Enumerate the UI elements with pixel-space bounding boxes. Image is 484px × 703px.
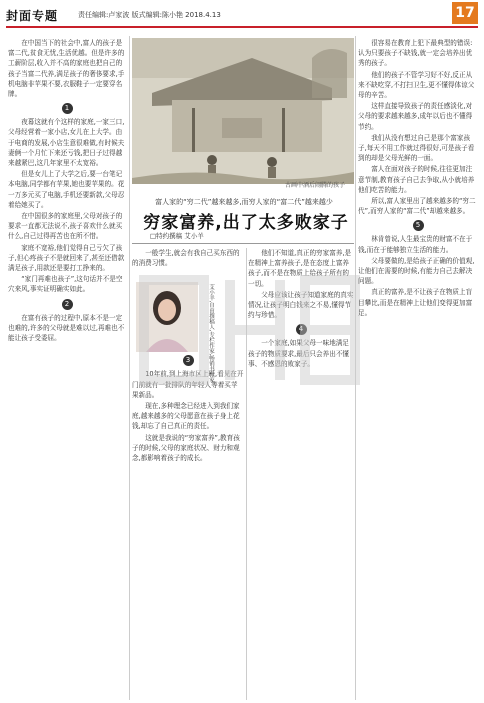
paragraph: 富人在面对孩子的时候,往往更加注意节制,教育孩子自己去争取,从小就培养他们吃苦的能力。 bbox=[358, 165, 475, 194]
editor-meta: 责任编辑:卢家波 版式编辑:陈小艳 2018.4.13 bbox=[78, 11, 221, 19]
section-marker-5: 5 bbox=[413, 220, 424, 231]
paragraph: “家门再难也孩子”,这句话并不是空穴来风,事实证明确实如此。 bbox=[8, 275, 123, 294]
paragraph: 10年前,到上海市区上班,看见在开门前就有一批排队的年轻人等着买苹果新品。 bbox=[132, 370, 244, 399]
paragraph: 在中国当下的社会中,富人的孩子是富二代,贫食无忧,生活优越。但是许多的工薪阶层,收入并不高的家庭也把自己的孩子当富二代养,满足孩子的奢侈要求,手机电脑非苹果不要,衣服鞋子一定要穿名牌。 bbox=[8, 39, 125, 99]
section-marker-4: 4 bbox=[296, 324, 307, 335]
article-headline: 穷家富养,出了太多败家子 bbox=[143, 213, 349, 233]
paragraph: 这就是我说的“穷家富养”,教育孩子的时候,父母的家庭状况、财力和观念,都影响着孩子的成长。 bbox=[132, 433, 240, 463]
section-marker-3: 3 bbox=[183, 355, 194, 366]
paragraph: 但是女儿上了大学之后,要一台笔记本电脑,同学都有苹果,她也要苹果的。花一万多元买了电脑,手机还要新款,父母忍着给她买了。 bbox=[8, 170, 125, 209]
paragraph: 很容易在教育上犯下最典型的错误:认为只要孩子不缺钱,就一定会培养出优秀的孩子。 bbox=[358, 39, 473, 68]
paragraph: 一个家庭,如果父母一味地满足孩子的物质要求,最后只会养出不懂事、不感恩的败家子。 bbox=[248, 339, 350, 368]
article-deck: 富人家的“穷二代”越来越多,而穷人家的“富二代”越来越少 bbox=[155, 198, 333, 206]
article-column-left bbox=[8, 38, 126, 700]
section-marker-2: 2 bbox=[62, 299, 73, 310]
classical-painting-illustration bbox=[132, 38, 354, 184]
section-title: 封面专题 bbox=[6, 9, 59, 23]
column-divider bbox=[355, 36, 356, 700]
illustration-caption: 古画中酒后闹腾的孩子 bbox=[285, 182, 346, 189]
paragraph: 真正的富养,是不让孩子在物质上盲目攀比,而是在精神上让他们变得更加富足。 bbox=[358, 288, 473, 317]
column-divider bbox=[129, 36, 130, 700]
article-byline: □特约撰稿 艾小羊 bbox=[150, 232, 204, 240]
section-marker-1: 1 bbox=[62, 103, 73, 114]
painting-svg bbox=[132, 38, 354, 184]
page-number-badge: 17 bbox=[452, 2, 478, 24]
author-photo-caption: 艾小羊,自由撰稿人,专栏作家,畅销书作家。 bbox=[208, 284, 214, 389]
paragraph: 他们的孩子不管学习好不好,反正从来不缺吃穿,不打扫卫生,更不懂得体谅父母的辛苦。 bbox=[358, 70, 475, 100]
author-portrait-svg bbox=[136, 282, 198, 352]
article-column-middle-2 bbox=[248, 248, 354, 700]
paragraph: 现在,多种理念已经进入到我们家庭,越来越多的父母愿意在孩子身上花钱,却忘了自己真正的责任。 bbox=[132, 402, 240, 431]
paragraph: 在中国很多的家庭里,父母对孩子的要求一直都无法说不,孩子喜欢什么就买什么,自己过得再苦也在所不惜。 bbox=[8, 212, 123, 241]
paragraph: 家庭不宽裕,他们觉得自己亏欠了孩子,但心疼孩子不是就回来了,甚至还借款满足孩子,用款还是要打工挣来的。 bbox=[8, 243, 125, 273]
paragraph: 林肯曾说,人生最宝贵的财富不在于钱,而在于能够独立生活的能力。 bbox=[358, 235, 473, 254]
paragraph: 在富有孩子的过程中,原本不是一定也难的,许多的父母就是难以过,再难也不能让孩子受委屈。 bbox=[8, 313, 125, 343]
page-header bbox=[6, 4, 478, 28]
paragraph: 他们不知道,真正的穷家富养,是在精神上富养孩子,是在态度上富养孩子,而不是在物质上给孩子所有的一切。 bbox=[248, 249, 352, 288]
paragraph: 夜幕这就有个这样的家庭,一家三口,父母经营着一家小店,女儿在上大学。由于电商的发展,小店生意很难做,有时候夫妻俩一个月忙下来还亏钱,把日子过得越来越紧巴,这几年家里不太宽裕。 bbox=[8, 118, 125, 168]
paragraph: 这样直接导致孩子的责任感淡化,对父母的要求越来越多,成年以后也不懂得节约。 bbox=[358, 102, 473, 131]
paragraph: 所以,富人家里出了越来越多的“穷二代”,而穷人家的“富二代”却越来越多。 bbox=[358, 197, 476, 216]
paragraph: 一般学生,就会有我自己买东西的的消费习惯。 bbox=[132, 249, 240, 268]
article-column-right bbox=[358, 38, 478, 700]
author-photo bbox=[136, 282, 198, 352]
paragraph: 我们从没有想过自己是那个富家孩子,每天不用工作就过得很好,可是孩子看到的却是父母光鲜的一面。 bbox=[358, 133, 475, 163]
column-divider bbox=[246, 248, 247, 700]
paragraph: 父母要做的,是给孩子正确的价值观,让他们在需要的时候,有能力自己去解决问题。 bbox=[358, 256, 475, 286]
paragraph: 父母应该让孩子知道家庭的真实情况,让孩子明白钱来之不易,懂得节约与珍惜。 bbox=[248, 290, 354, 320]
headline-rule bbox=[132, 243, 354, 244]
